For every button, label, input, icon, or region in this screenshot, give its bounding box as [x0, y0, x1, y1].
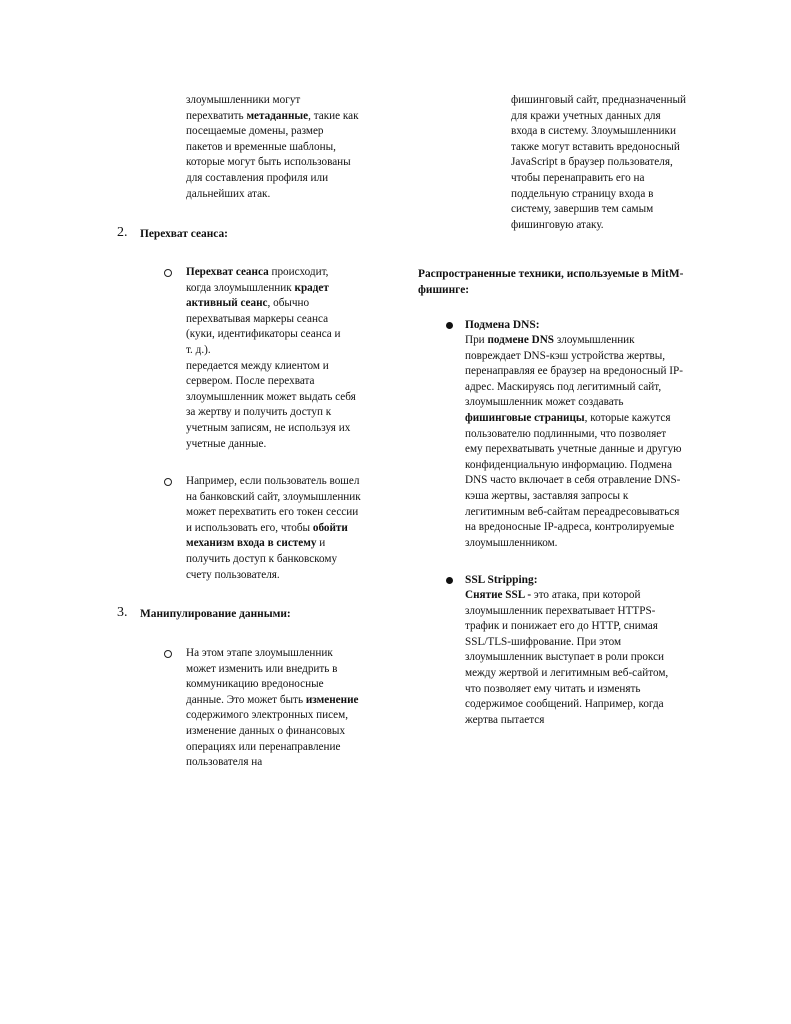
section-2-number: 2.	[117, 225, 128, 240]
session-example-paragraph: Например, если пользователь вошел на банковский сайт, злоумышленник может перехватить его токен сессии и использовать его, чтобы обойти механизм входа в систему и получить доступ к банковскому счету пользователя.	[186, 475, 361, 581]
dns-spoofing-paragraph: При подмене DNS злоумышленник повреждает DNS-кэш устройства жертвы, перенаправляя ее браузер на вредоносный IP- адрес. Маскируясь под легитимный сайт, злоумышленник может создавать фишинговые страницы, которые кажутся пользователю подлинными, что позволяет ему перехватывать учетные данные и другую конфиденциальную информацию. Подмена DNS часто включает в себя отравление DNS- кэша жертвы, заставляя запросы к легитимным веб-сайтам переадресовываться на вредоносные IP-адреса, контролируемые злоумышленником.	[465, 334, 683, 549]
session-hijack-paragraph: Перехват сеанса происходит, когда злоумышленник крадет активный сеанс, обычно перехватывая маркеры сеанса (куки, идентификаторы сеанса и т. д.). передается между клиентом и сервером. После перехвата злоумышленник может выдать себя за жертву и получить доступ к учетным записям, не используя их учетные данные.	[186, 266, 356, 450]
techniques-heading: Распространенные техники, используемые в MitM- фишинге:	[418, 268, 684, 296]
dns-bullet-icon	[446, 322, 453, 329]
ssl-stripping-title: SSL Stripping:	[465, 574, 538, 586]
dns-spoofing-title: Подмена DNS:	[465, 319, 540, 331]
ssl-bullet-icon	[446, 577, 453, 584]
circle-bullet-icon	[164, 478, 172, 486]
left-intro-paragraph: злоумышленники могут перехватить метаданные, такие как посещаемые домены, размер пакетов и временные шаблоны, которые могут быть использованы для составления профиля или дальнейших атак.	[186, 94, 359, 200]
circle-bullet-icon	[164, 650, 172, 658]
ssl-stripping-paragraph: Снятие SSL - это атака, при которой злоумышленник перехватывает HTTPS- трафик и понижает его до HTTP, снимая SSL/TLS-шифрование. При этом злоумышленник выступает в роли прокси между жертвой и легитимным веб-сайтом, что позволяет ему читать и изменять содержимое сообщений. Например, когда жертва пытается	[465, 589, 669, 726]
right-intro-paragraph: фишинговый сайт, предназначенный для кражи учетных данных для входа в систему. Злоумышленники также могут вставить вредоносный JavaScript в браузер пользователя, чтобы перенаправить его на поддельную страницу входа в систему, завершив тем самым фишинговую атаку.	[511, 94, 687, 231]
section-3-title: Манипулирование данными:	[140, 608, 291, 620]
data-manipulation-paragraph: На этом этапе злоумышленник может изменить или внедрить в коммуникацию вредоносные данные. Это может быть изменение содержимого электронных писем, изменение данных о финансовых операциях или перенаправление пользователя на	[186, 647, 359, 769]
section-3-number: 3.	[117, 605, 128, 620]
section-2-title: Перехват сеанса:	[140, 228, 228, 240]
circle-bullet-icon	[164, 269, 172, 277]
